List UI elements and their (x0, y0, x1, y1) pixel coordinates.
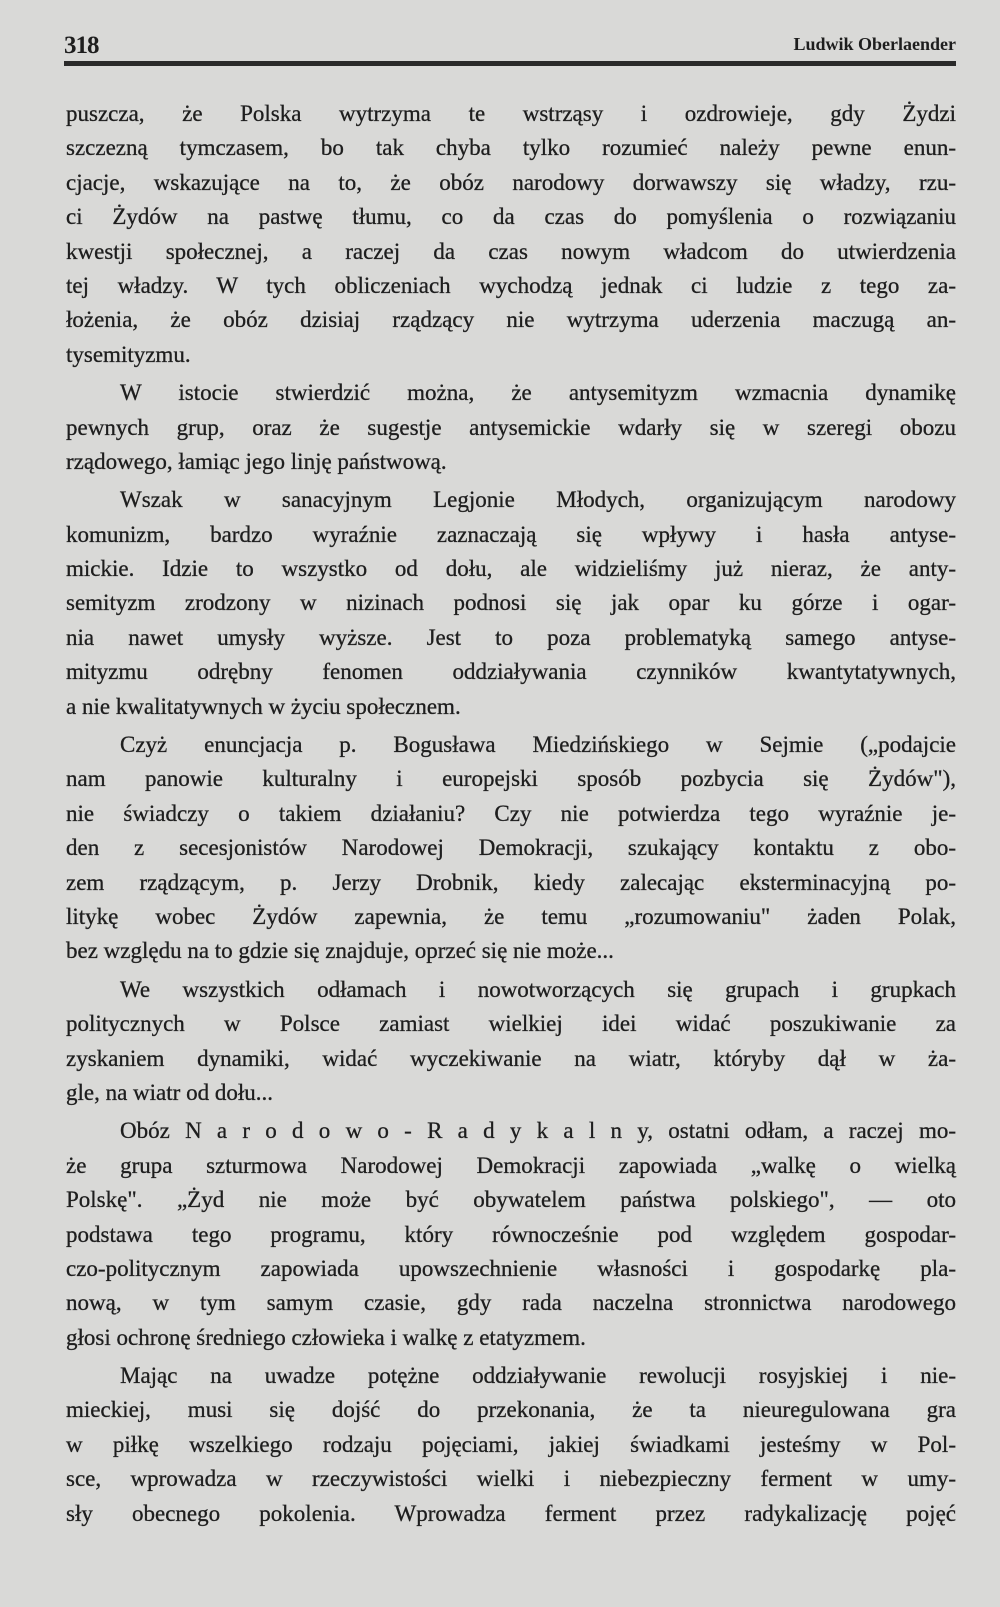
text-line: Mając na uwadze potężne oddziaływanie rewolucji rosyjskiej i nie- (120, 1363, 956, 1389)
paragraph (66, 973, 956, 1111)
text-line: a nie kwalitatywnych w życiu społecznem. (66, 693, 461, 719)
text-line: litykę wobec Żydów zapewnia, że temu „rozumowaniu" żaden Polak, (66, 903, 956, 929)
text-line: komunizm, bardzo wyraźnie zaznaczają się wpływy i hasła antyse- (66, 521, 956, 547)
text-line: Wszak w sanacyjnym Legjonie Młodych, organizującym narodowy (120, 487, 956, 513)
text-line: nie świadczy o takiem działaniu? Czy nie potwierdza tego wyraźnie je- (66, 800, 956, 826)
text-line: że grupa szturmowa Narodowej Demokracji zapowiada „walkę o wielką (66, 1152, 956, 1178)
text-line: Obóz N a r o d o w o - R a d y k a l n y, ostatni odłam, a raczej mo- (120, 1118, 956, 1144)
text-line: nam panowie kulturalny i europejski sposób pozbycia się Żydów"), (66, 766, 956, 792)
text-line: semityzm zrodzony w nizinach podnosi się jak opar ku górze i ogar- (66, 590, 956, 616)
text-line: sły obecnego pokolenia. Wprowadza ferment przez radykalizację pojęć (66, 1500, 956, 1526)
text-line: tysemityzmu. (66, 341, 191, 367)
text-line: mieckiej, musi się dojść do przekonania, że ta nieuregulowana gra (66, 1397, 956, 1423)
page-body (66, 97, 956, 1535)
text-line: We wszystkich odłamach i nowotworzących się grupach i grupkach (120, 976, 956, 1002)
text-line: w piłkę wszelkiego rodzaju pojęciami, jakiej świadkami jesteśmy w Pol- (66, 1431, 956, 1457)
text-line: kwestji społecznej, a raczej da czas nowym władcom do utwierdzenia (66, 238, 956, 264)
text-line: puszcza, że Polska wytrzyma te wstrząsy i ozdrowieje, gdy Żydzi (66, 101, 956, 126)
text-line: W istocie stwierdzić można, że antysemityzm wzmacnia dynamikę (120, 380, 956, 406)
text-line: łożenia, że obóz dzisiaj rządzący nie wytrzyma uderzenia maczugą an- (66, 307, 956, 333)
text-line: zem rządzącym, p. Jerzy Drobnik, kiedy zalecając eksterminacyjną po- (66, 869, 956, 895)
paragraph (66, 1359, 956, 1531)
text-line: nia nawet umysły wyższe. Jest to poza problematyką samego antyse- (66, 624, 956, 650)
paragraph (66, 1114, 956, 1355)
text-line: sce, wprowadza w rzeczywistości wielki i niebezpieczny ferment w umy- (66, 1466, 956, 1492)
paragraph (66, 483, 956, 724)
text-line: podstawa tego programu, który równocześnie pod względem gospodar- (66, 1221, 956, 1247)
text-line: szczezną tymczasem, bo tak chyba tylko rozumieć należy pewne enun- (66, 135, 956, 161)
text-line: czo-politycznym zapowiada upowszechnienie własności i gospodarkę pla- (66, 1255, 956, 1281)
text-line: Polskę". „Żyd nie może być obywatelem państwa polskiego", — oto (66, 1187, 956, 1213)
text-line: pewnych grup, oraz że sugestje antysemickie wdarły się w szeregi obozu (66, 414, 956, 440)
text-line: politycznych w Polsce zamiast wielkiej idei widać poszukiwanie za (66, 1011, 956, 1037)
text-line: ci Żydów na pastwę tłumu, co da czas do pomyślenia o rozwiązaniu (66, 204, 956, 230)
text-line: Czyż enuncjacja p. Bogusława Miedzińskiego w Sejmie („podajcie (120, 732, 956, 758)
text-line: zyskaniem dynamiki, widać wyczekiwanie na wiatr, któryby dął w ża- (66, 1045, 956, 1071)
header-rule (64, 61, 956, 66)
running-head-author: Ludwik Oberlaender (793, 34, 956, 54)
text-line: głosi ochronę średniego człowieka i walkę z etatyzmem. (66, 1324, 586, 1350)
paragraph (66, 376, 956, 479)
text-line: gle, na wiatr od dołu... (66, 1079, 273, 1105)
text-line: den z secesjonistów Narodowej Demokracji, szukający kontaktu z obo- (66, 835, 956, 861)
text-line: mityzmu odrębny fenomen oddziaływania czynników kwantytatywnych, (66, 659, 956, 685)
text-line: mickie. Idzie to wszystko od dołu, ale widzieliśmy już nieraz, że anty- (66, 556, 956, 582)
text-line: nową, w tym samym czasie, gdy rada naczelna stronnictwa narodowego (66, 1290, 956, 1316)
text-line: cjacje, wskazujące na to, że obóz narodowy dorwawszy się władzy, rzu- (66, 169, 956, 195)
text-line: tej władzy. W tych obliczeniach wychodzą jednak ci ludzie z tego za- (66, 272, 956, 298)
paragraph (66, 97, 956, 372)
text-line: bez względu na to gdzie się znajduje, oprzeć się nie może... (66, 938, 614, 964)
text-line: rządowego, łamiąc jego linję państwową. (66, 448, 447, 474)
paragraph (66, 728, 956, 969)
page-number: 318 (64, 32, 99, 59)
